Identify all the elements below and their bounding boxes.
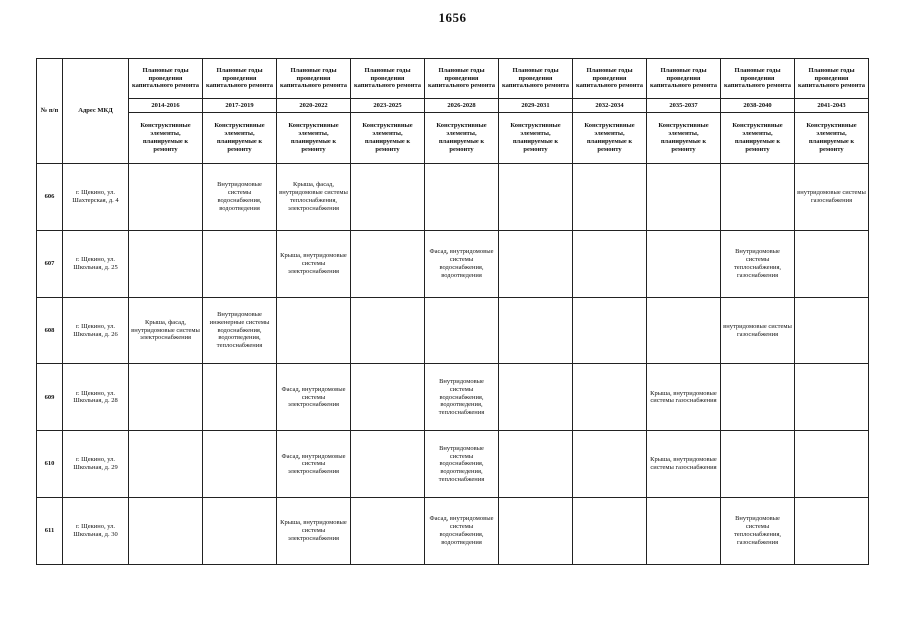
repair-elements-cell	[721, 364, 795, 431]
repair-elements-cell	[129, 431, 203, 498]
repair-elements-cell	[203, 498, 277, 565]
year-range: 2038-2040	[721, 99, 795, 113]
row-number: 610	[37, 431, 63, 498]
year-range: 2035-2037	[647, 99, 721, 113]
repair-elements-cell	[203, 230, 277, 297]
repair-elements-cell: Внутридомовые системы теплоснабжения, газоснабжения	[721, 498, 795, 565]
year-heading: Плановые годы проведения капитального ремонта	[721, 59, 795, 99]
table-row	[37, 164, 869, 231]
year-heading: Плановые годы проведения капитального ремонта	[795, 59, 869, 99]
repair-schedule-table	[36, 58, 869, 565]
repair-elements-cell	[499, 364, 573, 431]
year-heading: Плановые годы проведения капитального ремонта	[425, 59, 499, 99]
elements-heading: Конструктивные элементы, планируемые к ремонту	[351, 113, 425, 164]
year-range: 2014-2016	[129, 99, 203, 113]
repair-elements-cell	[351, 498, 425, 565]
year-heading: Плановые годы проведения капитального ремонта	[129, 59, 203, 99]
building-address: г. Щекино, ул. Школьная, д. 30	[63, 498, 129, 565]
repair-elements-cell	[351, 230, 425, 297]
elements-heading: Конструктивные элементы, планируемые к ремонту	[647, 113, 721, 164]
repair-elements-cell	[721, 164, 795, 231]
repair-elements-cell	[129, 498, 203, 565]
repair-elements-cell	[573, 164, 647, 231]
elements-heading: Конструктивные элементы, планируемые к ремонту	[203, 113, 277, 164]
row-number: 608	[37, 297, 63, 364]
repair-elements-cell	[277, 297, 351, 364]
repair-elements-cell	[203, 431, 277, 498]
repair-elements-cell: Фасад, внутридомовые системы электроснабжения	[277, 364, 351, 431]
repair-elements-cell	[129, 230, 203, 297]
table-row	[37, 230, 869, 297]
repair-elements-cell	[795, 431, 869, 498]
year-range: 2026-2028	[425, 99, 499, 113]
repair-elements-cell	[499, 164, 573, 231]
repair-elements-cell	[721, 431, 795, 498]
year-range: 2023-2025	[351, 99, 425, 113]
repair-elements-cell: Крыша, фасад, внутридомовые системы электроснабжения	[129, 297, 203, 364]
year-heading: Плановые годы проведения капитального ремонта	[573, 59, 647, 99]
table-row	[37, 297, 869, 364]
repair-elements-cell	[573, 297, 647, 364]
repair-elements-cell	[795, 230, 869, 297]
repair-elements-cell	[573, 498, 647, 565]
repair-elements-cell: Внутридомовые инженерные системы водоснабжения, водоотведения, теплоснабжения	[203, 297, 277, 364]
row-number: 606	[37, 164, 63, 231]
repair-elements-cell	[425, 164, 499, 231]
repair-elements-cell	[795, 364, 869, 431]
table-row	[37, 498, 869, 565]
row-number: 609	[37, 364, 63, 431]
year-range: 2041-2043	[795, 99, 869, 113]
repair-elements-cell: Внутридомовые системы водоснабжения, водоотведения	[203, 164, 277, 231]
repair-elements-cell	[573, 230, 647, 297]
repair-elements-cell	[647, 230, 721, 297]
year-range: 2020-2022	[277, 99, 351, 113]
repair-elements-cell	[351, 364, 425, 431]
year-heading: Плановые годы проведения капитального ремонта	[351, 59, 425, 99]
repair-elements-cell	[795, 498, 869, 565]
repair-elements-cell	[647, 164, 721, 231]
repair-elements-cell: Крыша, внутридомовые системы газоснабжения	[647, 364, 721, 431]
col-num-header: № п/п	[37, 59, 63, 164]
building-address: г. Щекино, ул. Школьная, д. 28	[63, 364, 129, 431]
elements-heading: Конструктивные элементы, планируемые к ремонту	[795, 113, 869, 164]
year-range: 2029-2031	[499, 99, 573, 113]
col-address-header: Адрес МКД	[63, 59, 129, 164]
repair-elements-cell	[647, 297, 721, 364]
elements-heading: Конструктивные элементы, планируемые к ремонту	[277, 113, 351, 164]
table-row	[37, 431, 869, 498]
repair-elements-cell	[573, 364, 647, 431]
repair-elements-cell	[129, 364, 203, 431]
building-address: г. Щекино, ул. Школьная, д. 29	[63, 431, 129, 498]
row-number: 607	[37, 230, 63, 297]
repair-elements-cell	[499, 297, 573, 364]
repair-elements-cell	[351, 297, 425, 364]
repair-elements-cell	[499, 498, 573, 565]
elements-heading: Конструктивные элементы, планируемые к ремонту	[573, 113, 647, 164]
year-heading: Плановые годы проведения капитального ремонта	[647, 59, 721, 99]
repair-elements-cell	[573, 431, 647, 498]
repair-elements-cell: Фасад, внутридомовые системы водоснабжения, водоотведения	[425, 230, 499, 297]
repair-elements-cell: Фасад, внутридомовые системы водоснабжения, водоотведения	[425, 498, 499, 565]
repair-elements-cell	[425, 297, 499, 364]
building-address: г. Щекино, ул. Школьная, д. 25	[63, 230, 129, 297]
repair-elements-cell: Внутридомовые системы водоснабжения, водоотведения, теплоснабжения	[425, 364, 499, 431]
year-range: 2032-2034	[573, 99, 647, 113]
repair-elements-cell	[129, 164, 203, 231]
repair-elements-cell: Крыша, внутридомовые системы электроснабжения	[277, 230, 351, 297]
year-heading: Плановые годы проведения капитального ремонта	[203, 59, 277, 99]
elements-heading: Конструктивные элементы, планируемые к ремонту	[721, 113, 795, 164]
repair-elements-cell: внутридомовые системы газоснабжения	[721, 297, 795, 364]
repair-elements-cell: Крыша, внутридомовые системы газоснабжения	[647, 431, 721, 498]
table-row	[37, 364, 869, 431]
year-heading: Плановые годы проведения капитального ремонта	[499, 59, 573, 99]
building-address: г. Щекино, ул. Школьная, д. 26	[63, 297, 129, 364]
repair-elements-cell: Крыша, внутридомовые системы электроснабжения	[277, 498, 351, 565]
year-heading: Плановые годы проведения капитального ремонта	[277, 59, 351, 99]
repair-elements-cell: Крыша, фасад, внутридомовые системы теплоснабжения, электроснабжения	[277, 164, 351, 231]
repair-elements-cell: Внутридомовые системы водоснабжения, водоотведения, теплоснабжения	[425, 431, 499, 498]
repair-elements-cell	[499, 431, 573, 498]
repair-elements-cell: внутридомовые системы газоснабжения	[795, 164, 869, 231]
repair-elements-cell	[499, 230, 573, 297]
repair-elements-cell	[647, 498, 721, 565]
repair-elements-cell	[795, 297, 869, 364]
repair-elements-cell	[351, 164, 425, 231]
row-number: 611	[37, 498, 63, 565]
elements-heading: Конструктивные элементы, планируемые к ремонту	[129, 113, 203, 164]
elements-heading: Конструктивные элементы, планируемые к ремонту	[425, 113, 499, 164]
page-number: 1656	[438, 10, 467, 25]
repair-elements-cell: Фасад, внутридомовые системы электроснабжения	[277, 431, 351, 498]
elements-heading: Конструктивные элементы, планируемые к ремонту	[499, 113, 573, 164]
year-range: 2017-2019	[203, 99, 277, 113]
building-address: г. Щекино, ул. Шахтерская, д. 4	[63, 164, 129, 231]
repair-elements-cell: Внутридомовые системы теплоснабжения, газоснабжения	[721, 230, 795, 297]
repair-elements-cell	[351, 431, 425, 498]
repair-elements-cell	[203, 364, 277, 431]
